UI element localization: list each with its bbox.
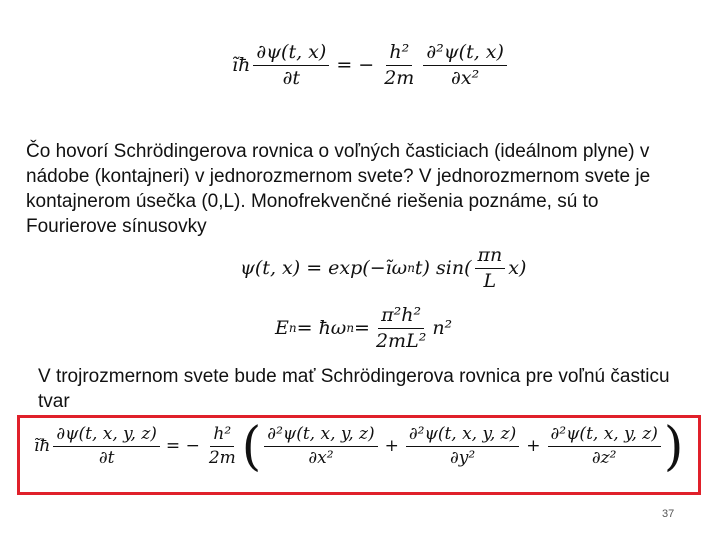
eq3-fraction: [373, 305, 429, 352]
equation-fourier-sine: ψ(t, x) = exp(−ĩω n t) sin( $\frac{\pi n}{L}$ x): [240, 244, 527, 292]
eq4-term-z-denominator: ∂z²: [591, 447, 617, 468]
eq4-open-paren: (: [241, 415, 262, 477]
equation-3d-schrodinger: [34, 415, 684, 477]
eq1-coef-denominator: 2m: [384, 66, 415, 89]
paragraph-3d-intro: V trojrozmernom svete bude mať Schrödingerova rovnica pre voľnú časticu tvar: [38, 366, 670, 412]
eq3-numerator: π²h²: [378, 305, 424, 329]
eq4-term-x-numerator: ∂²ψ(t, x, y, z): [264, 425, 377, 447]
eq4-term-x-denominator: ∂x²: [308, 447, 334, 468]
eq4-lhs-fraction: [53, 425, 160, 467]
eq1-rhs-numerator: ∂²ψ(t, x): [423, 42, 507, 66]
eq4-term-z-numerator: ∂²ψ(t, x, y, z): [548, 425, 661, 447]
eq1-rhs-fraction: [423, 42, 507, 89]
eq3-equals: =: [354, 317, 370, 340]
paragraph-1d-question: Čo hovorí Schrödingerova rovnica o voľných časticiach (ideálnom plyne) v nádobe (kontajneri) v jednorozmernom svete? V jednorozmernom svete je kontajnerom úsečka (0,L). Monofrekvenčné riešenia poznáme, sú to Fourierove sínusovky: [26, 141, 651, 237]
eq4-coefficient: ĩħ: [34, 436, 51, 456]
eq2-numerator: πn: [475, 245, 506, 269]
eq4-coef-numerator: h²: [210, 425, 234, 447]
eq2-tail: x): [508, 257, 527, 280]
eq2-denominator: L: [483, 269, 497, 292]
eq3-tail: n²: [432, 317, 453, 340]
eq1-rhs-denominator: ∂x²: [451, 66, 480, 89]
eq4-term-x: [264, 425, 377, 467]
eq3-denominator: 2mL²: [375, 329, 427, 352]
page-number: 37: [662, 508, 675, 520]
eq2-middle-part: t) sin(: [414, 257, 472, 280]
eq3-energy-symbol: E: [275, 317, 289, 340]
eq1-coef-fraction: [381, 42, 417, 89]
eq1-lhs-fraction: [253, 42, 329, 89]
equation-energy-levels: E n = ħω n = $\frac{\text{π²h²}}{\text{2mL²}}$ n²: [275, 304, 453, 352]
eq4-term-y-denominator: ∂y²: [449, 447, 476, 468]
eq1-equals-minus: = −: [336, 54, 375, 77]
eq4-term-y-numerator: ∂²ψ(t, x, y, z): [406, 425, 519, 447]
eq4-plus-2: +: [526, 436, 541, 456]
eq4-lhs-numerator: ∂ψ(t, x, y, z): [53, 425, 160, 447]
eq4-lhs-denominator: ∂t: [98, 447, 115, 468]
eq2-left-part: ψ(t, x) = exp(−ĩω: [240, 257, 408, 280]
eq2-fraction: [475, 245, 506, 292]
eq3-hbar-omega: = ħω: [296, 317, 347, 340]
eq4-term-y: [406, 425, 519, 467]
eq4-term-z: [548, 425, 661, 467]
eq4-equals-minus: = −: [165, 436, 200, 456]
eq4-plus-1: +: [384, 436, 399, 456]
eq1-coef-numerator: h²: [386, 42, 412, 66]
eq1-lhs-denominator: ∂t: [282, 66, 301, 89]
eq1-lhs-numerator: ∂ψ(t, x): [253, 42, 329, 66]
eq4-close-paren: ): [663, 415, 684, 477]
eq4-coef-denominator: 2m: [208, 447, 236, 468]
equation-1d-schrodinger: [232, 42, 510, 89]
eq1-coefficient: ĩħ: [232, 54, 251, 77]
eq4-coef-fraction: [206, 425, 239, 467]
